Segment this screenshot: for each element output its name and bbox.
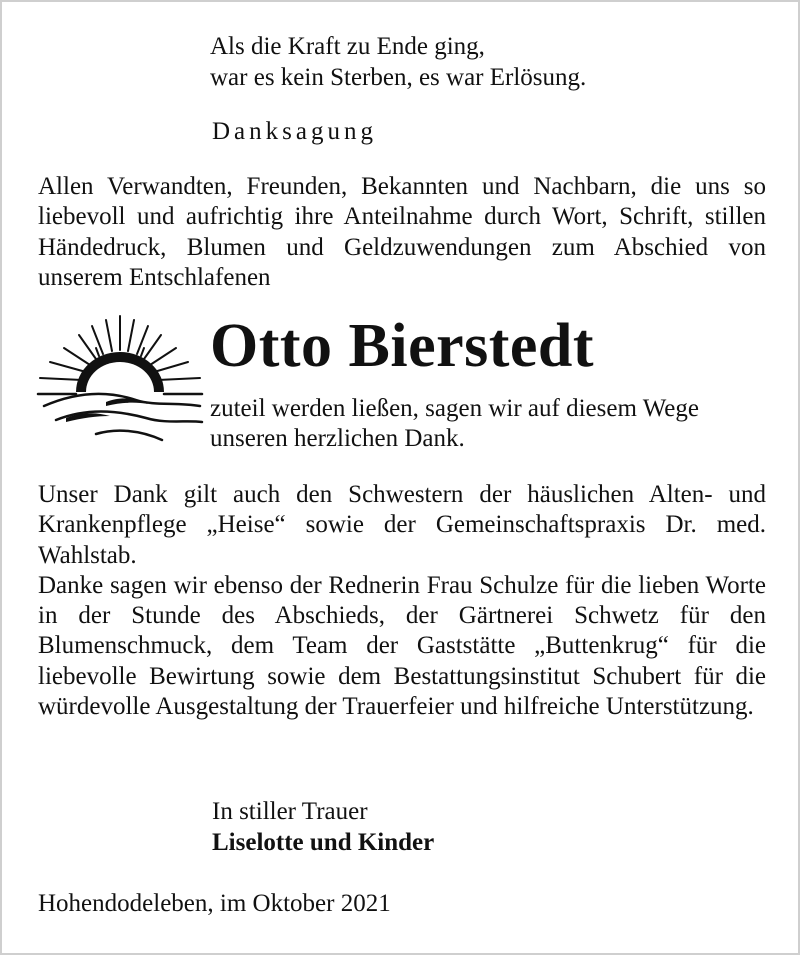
sunset-over-hills-icon [36,310,204,448]
heading: Danksagung [212,118,377,145]
signature-names: Liselotte und Kinder [212,829,435,856]
after-name-line-2: unseren herzlichen Dank. [210,425,465,452]
thanks-paragraph-2: Danke sagen wir ebenso der Rednerin Frau Schulze für die lieben Worte in der Stunde des Abschieds, der Gärtnerei Schwetz für den Blumenschmuck, dem Team der Gaststätte „Buttenkrug“ für die liebevolle Bewirtung sowie dem Bestattungsinstitut Schubert für die würdevolle Ausgestaltung der Trauerfeier und hilfreiche Unterstützung. [38,571,766,721]
place-date: Hohendodeleben, im Oktober 2021 [38,890,391,917]
signature-phrase: In stiller Trauer [212,798,368,825]
thanks-block [38,480,766,722]
motto-line-2: war es kein Sterben, es war Erlösung. [210,64,587,91]
thanks-paragraph-1: Unser Dank gilt auch den Schwestern der häuslichen Alten- und Krankenpflege „Heise“ sowie der Gemeinschaftspraxis Dr. med. Wahlstab. [38,481,766,569]
deceased-name: Otto Bierstedt [210,312,595,380]
intro-paragraph [38,172,766,293]
after-name-line-1: zuteil werden ließen, sagen wir auf diesem Wege [210,395,700,422]
intro-text: Allen Verwandten, Freunden, Bekannten und Nachbarn, die uns so liebevoll und aufrichtig ihre Anteilnahme durch Wort, Schrift, stillen Händedruck, Blumen und Geldzuwendungen zum Abschied von unserem Entschlafenen [38,173,766,291]
motto-line-1: Als die Kraft zu Ende ging, [210,33,485,60]
